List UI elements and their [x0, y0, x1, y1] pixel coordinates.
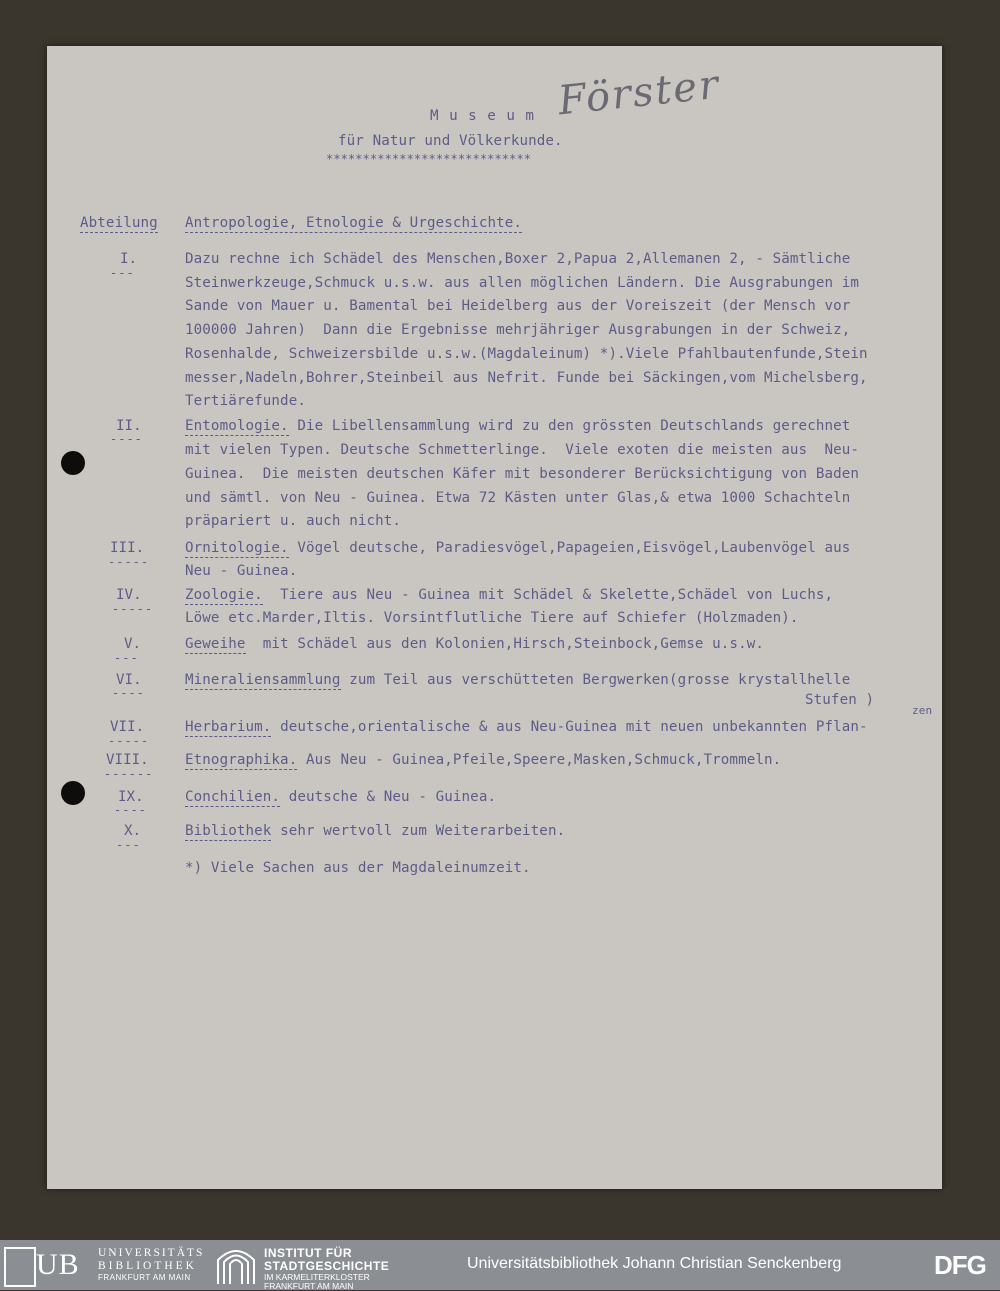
- ub-logo-line2: BIBLIOTHEK: [98, 1260, 197, 1272]
- footnote: *) Viele Sachen aus der Magdaleinumzeit.: [185, 860, 531, 876]
- section-number: IV.: [116, 587, 142, 603]
- header-stars: ****************************: [326, 152, 532, 166]
- section-number-underline: ---: [114, 651, 139, 665]
- section-line: 100000 Jahren) Dann die Ergebnisse mehrjähriger Ausgrabungen in der Schweiz,: [185, 322, 851, 338]
- section-number-underline: -----: [112, 602, 154, 616]
- section-heading: Conchilien.: [185, 789, 281, 805]
- section-line: Neu - Guinea.: [185, 563, 298, 579]
- section-line: Vögel deutsche, Paradiesvögel,Papageien,Eisvögel,Laubenvögel aus: [288, 540, 851, 556]
- section-line: Guinea. Die meisten deutschen Käfer mit besonderer Berücksichtigung von Baden: [185, 466, 860, 482]
- section-heading: Ornitologie.: [185, 540, 289, 556]
- section-line: Tiere aus Neu - Guinea mit Schädel & Skelette,Schädel von Luchs,: [262, 587, 834, 603]
- institute-line3: IM KARMELITERKLOSTER: [264, 1272, 370, 1282]
- institute-arch-icon: [214, 1246, 258, 1284]
- section-line: mit vielen Typen. Deutsche Schmetterlinge. Viele exoten die meisten aus Neu-: [185, 442, 860, 458]
- footer-bar: [0, 1240, 1000, 1290]
- section-number-underline: ----: [114, 803, 147, 817]
- section-number-underline: -----: [108, 555, 150, 569]
- section-heading: Etnographika.: [185, 752, 298, 768]
- section-number: VII.: [110, 719, 145, 735]
- institute-line2: STADTGESCHICHTE: [264, 1259, 390, 1273]
- section-line: Löwe etc.Marder,Iltis. Vorsintflutliche Tiere auf Schiefer (Holzmaden).: [185, 610, 799, 626]
- section-number: II.: [116, 418, 142, 434]
- ub-logo-line3: FRANKFURT AM MAIN: [98, 1273, 191, 1282]
- section-line: sehr wertvoll zum Weiterarbeiten.: [271, 823, 566, 839]
- section-line: Stufen ): [805, 692, 875, 708]
- section-line: zen: [912, 704, 933, 717]
- section-line: Die Libellensammlung wird zu den grössten Deutschlands gerechnet: [288, 418, 851, 434]
- section-number-underline: ----: [112, 686, 145, 700]
- section-number: I.: [120, 251, 138, 267]
- section-number: III.: [110, 540, 145, 556]
- section-number: X.: [124, 823, 142, 839]
- section-line: messer,Nadeln,Bohrer,Steinbeil aus Nefrit. Funde bei Säckingen,vom Michelsberg,: [185, 370, 868, 386]
- section-line: präpariert u. auch nicht.: [185, 513, 402, 529]
- section-heading: Bibliothek: [185, 823, 272, 839]
- header-subtitle: für Natur und Völkerkunde.: [338, 133, 563, 149]
- section-line: Steinwerkzeuge,Schmuck u.s.w. aus allen möglichen Ländern. Die Ausgrabungen im: [185, 275, 860, 291]
- section-number: IX.: [118, 789, 144, 805]
- institute-line1: INSTITUT FÜR: [264, 1246, 352, 1260]
- section-number: VI.: [116, 672, 142, 688]
- section-line: Aus Neu - Guinea,Pfeile,Speere,Masken,Schmuck,Trommeln.: [297, 752, 782, 768]
- section-line: und sämtl. von Neu - Guinea. Etwa 72 Kästen unter Glas,& etwa 1000 Schachteln: [185, 490, 851, 506]
- section-line: zum Teil aus verschütteten Bergwerken(grosse krystallhelle: [340, 672, 851, 688]
- ub-logo-line1: UNIVERSITÄTS: [98, 1247, 205, 1259]
- header-museum: M u s e u m: [430, 108, 535, 124]
- dfg-logo: DFG: [934, 1250, 986, 1280]
- section-heading: Entomologie.: [185, 418, 289, 434]
- section-heading: Herbarium.: [185, 719, 272, 735]
- ub-portrait-icon: [4, 1247, 36, 1287]
- section-line: Dazu rechne ich Schädel des Menschen,Boxer 2,Papua 2,Allemanen 2, - Sämtliche: [185, 251, 851, 267]
- handwritten-name: Förster: [556, 61, 723, 125]
- section-line: Rosenhalde, Schweizersbilde u.s.w.(Magdaleinum) *).Viele Pfahlbautenfunde,Stein: [185, 346, 868, 362]
- section-heading: Mineraliensammlung: [185, 672, 341, 688]
- section-number-underline: ---: [116, 838, 141, 852]
- section-line: mit Schädel aus den Kolonien,Hirsch,Steinbock,Gemse u.s.w.: [245, 636, 764, 652]
- section-number-underline: ------: [104, 767, 154, 781]
- institute-line4: FRANKFURT AM MAIN: [264, 1281, 354, 1291]
- section-heading: Zoologie.: [185, 587, 263, 603]
- section-number-underline: -----: [108, 734, 150, 748]
- section-line: Sande von Mauer u. Bamental bei Heidelberg aus der Voreiszeit (der Mensch vor: [185, 298, 851, 314]
- ub-logo-letters: UB: [36, 1248, 80, 1281]
- section-number: V.: [124, 636, 142, 652]
- section-line: deutsche,orientalische & aus Neu-Guinea mit neuen unbekannten Pflan-: [271, 719, 868, 735]
- section-number-underline: ---: [110, 266, 135, 280]
- section-heading: Geweihe: [185, 636, 246, 652]
- section-line: Tertiärefunde.: [185, 393, 306, 409]
- footer-library-name: Universitätsbibliothek Johann Christian Senckenberg: [467, 1255, 842, 1272]
- punch-hole: [61, 781, 85, 805]
- punch-hole: [61, 451, 85, 475]
- section-number: VIII.: [106, 752, 149, 768]
- section-number-underline: ----: [110, 432, 143, 446]
- section-line: deutsche & Neu - Guinea.: [280, 789, 497, 805]
- title-label: Abteilung: [80, 215, 158, 231]
- title-text: Antropologie, Etnologie & Urgeschichte.: [185, 215, 523, 231]
